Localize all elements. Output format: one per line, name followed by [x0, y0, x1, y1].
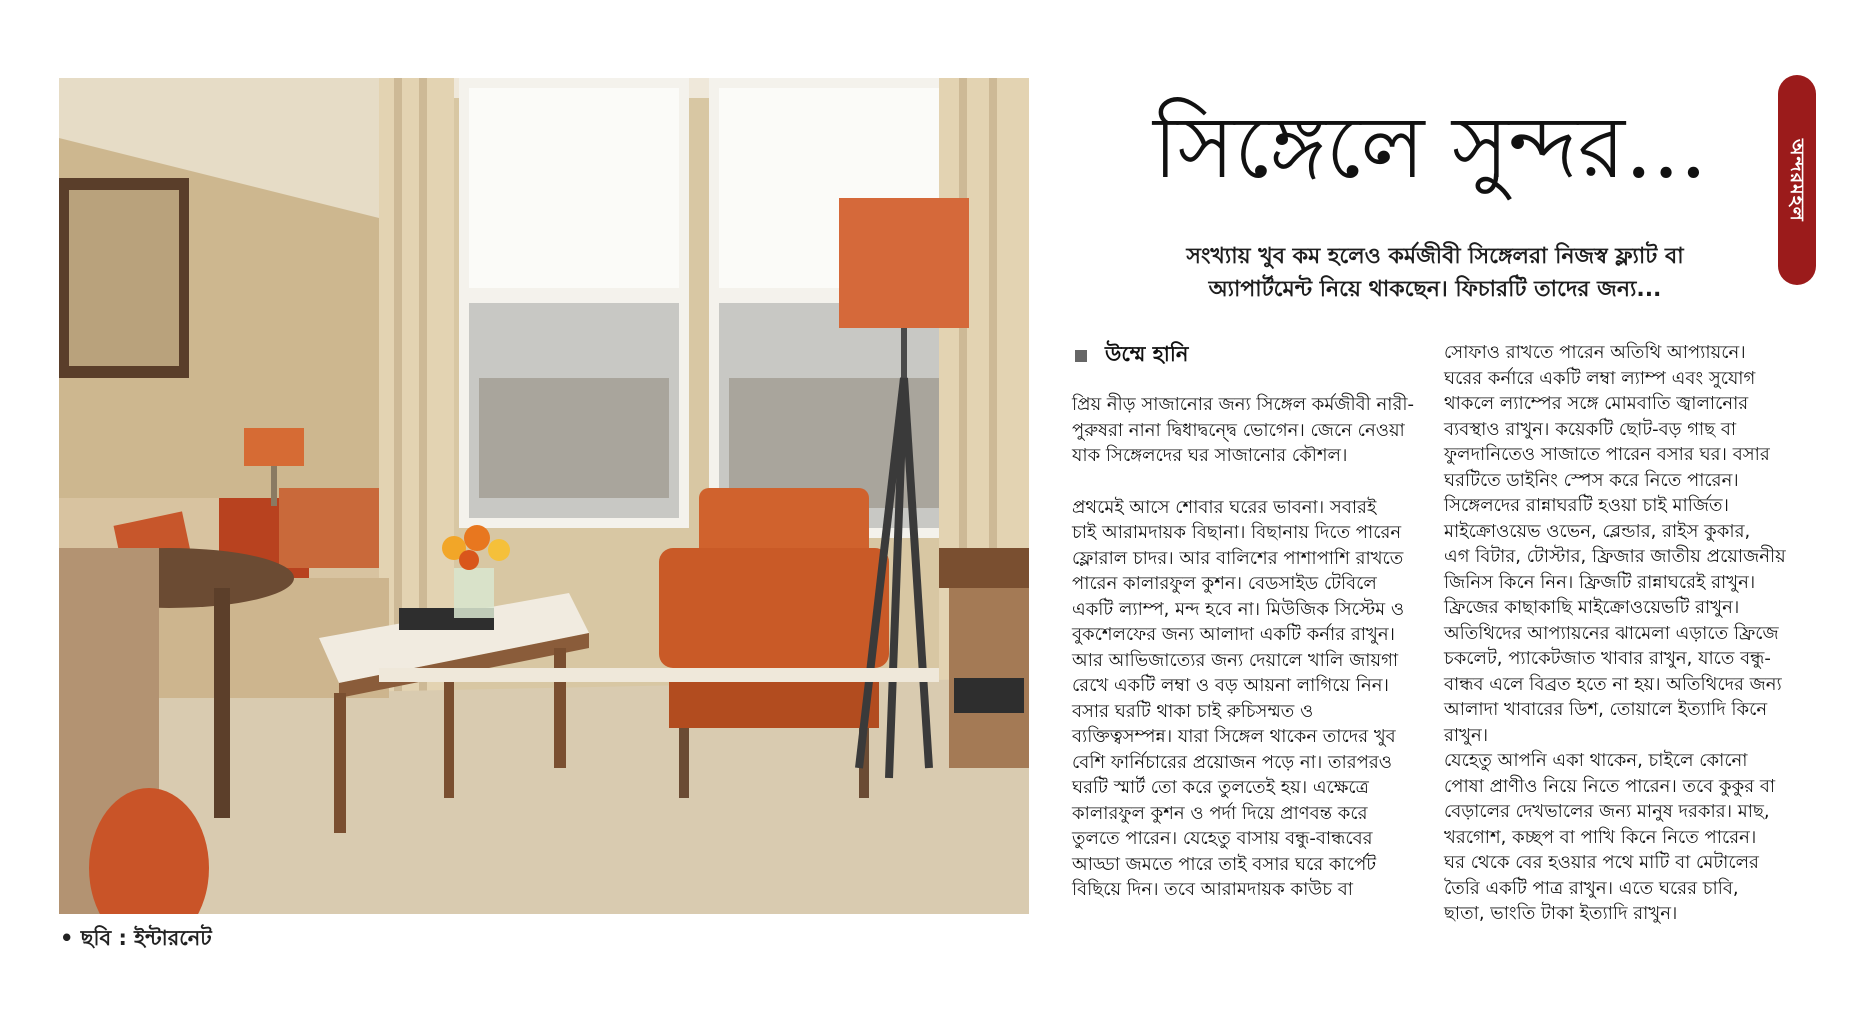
headline: সিঙ্গেলে সুন্দর...: [1152, 98, 1708, 198]
text-line: একটি ল্যাম্প, মন্দ হবে না। মিউজিক সিস্টেম ও: [1072, 598, 1405, 620]
byline-bullet-icon: [1075, 350, 1087, 362]
text-line: পোষা প্রাণীও নিয়ে নিতে পারেন। তবে কুকুর বা: [1444, 775, 1776, 797]
column-left: [1072, 392, 1415, 903]
deck-line: সংখ্যায় খুব কম হলেও কর্মজীবী সিঙ্গেলরা নিজস্ব ফ্ল্যাট বা: [1186, 244, 1684, 269]
text-line: কালারফুল কুশন ও পর্দা দিয়ে প্রাণবন্ত করে: [1072, 802, 1368, 824]
text-line: আর আভিজাত্যের জন্য দেয়ালে খালি জায়গা: [1072, 649, 1399, 671]
text-line: ফুলদানিতেও সাজাতে পারেন বসার ঘর। বসার: [1444, 444, 1770, 465]
text-line: আড্ডা জমতে পারে তাই বসার ঘরে কার্পেট: [1072, 853, 1377, 875]
text-line: ব্যবস্থাও রাখুন। কয়েকটি ছোট-বড় গাছ বা: [1444, 418, 1737, 440]
text-line: রাখুন।: [1444, 724, 1489, 746]
text-line: পুরুষরা নানা দ্বিধাদ্বন্দ্বে ভোগেন। জেনে নেওয়া: [1072, 419, 1405, 441]
text-line: বান্ধব এলে বিব্রত হতে না হয়। অতিথিদের জন্য: [1444, 673, 1782, 695]
text-line: তৈরি একটি পাত্র রাখুন। এতে ঘরের চাবি,: [1444, 877, 1739, 899]
text-line: বেশি ফার্নিচারের প্রয়োজন পড়ে না। তারপরও: [1072, 751, 1393, 773]
text-line: ঘরটি স্মার্ট তো করে তুলতেই হয়। এক্ষেত্রে: [1072, 777, 1369, 798]
text-line: বেড়ালের দেখভালের জন্য মানুষ দরকার। মাছ,: [1444, 801, 1770, 822]
text-line: তুলতে পারেন। যেহেতু বাসায় বন্ধু-বান্ধবের: [1072, 828, 1373, 849]
text-line: ঘর থেকে বের হওয়ার পথে মাটি বা মেটালের: [1444, 852, 1759, 873]
living-room-photo: [59, 78, 1029, 914]
text-line: রেখে একটি লম্বা ও বড় আয়না লাগিয়ে নিন।: [1072, 675, 1389, 696]
text-line: বিছিয়ে দিন। তবে আরামদায়ক কাউচ বা: [1072, 879, 1353, 900]
text-line: ঘরের কর্নারে একটি লম্বা ল্যাম্প এবং সুযোগ: [1444, 367, 1756, 389]
text-line: ঘরটিতে ডাইনিং স্পেস করে নিতে পারেন।: [1444, 469, 1739, 491]
text-line: জিনিস কিনে নিন। ফ্রিজটি রান্নাঘরেই রাখুন।: [1444, 571, 1756, 593]
text-line: মাইক্রোওয়েভ ওভেন, ব্লেন্ডার, রাইস কুকার,: [1444, 520, 1751, 542]
text-line: প্রথমেই আসে শোবার ঘরের ভাবনা। সবারই: [1072, 496, 1377, 518]
text-line: চাই আরামদায়ক বিছানা। বিছানায় দিতে পারেন: [1072, 522, 1402, 543]
living-room-illustration: [59, 78, 1029, 914]
text-line: সিঙ্গেলদের রান্নাঘরটি হওয়া চাই মার্জিত।: [1444, 495, 1729, 516]
text-line: যেহেতু আপনি একা থাকেন, চাইলে কোনো: [1444, 750, 1748, 771]
text-line: ছাতা, ভাংতি টাকা ইত্যাদি রাখুন।: [1444, 903, 1678, 924]
photo-caption: • ছবি : ইন্টারনেট: [60, 926, 212, 950]
byline: [1075, 338, 1188, 373]
text-line: আলাদা খাবারের ডিশ, তোয়ালে ইত্যাদি কিনে: [1444, 699, 1768, 720]
text-line: ফ্রিজের কাছাকাছি মাইক্রোওয়েভটি রাখুন।: [1444, 597, 1740, 618]
text-line: অতিথিদের আপ্যায়নের ঝামেলা এড়াতে ফ্রিজে: [1444, 622, 1779, 644]
text-line: পারেন কালারফুল কুশন। বেডসাইড টেবিলে: [1072, 573, 1377, 594]
deck: [1110, 240, 1760, 306]
section-tab-label: অন্দরমহল: [1786, 138, 1808, 222]
text-line: চকলেট, প্যাকেটজাত খাবার রাখুন, যাতে বন্ধু-: [1444, 648, 1771, 669]
text-line: খরগোশ, কচ্ছপ বা পাখি কিনে নিতে পারেন।: [1444, 826, 1757, 848]
text-line: থাকলে ল্যাম্পের সঙ্গে মোমবাতি জ্বালানোর: [1444, 393, 1749, 414]
column-right: [1444, 340, 1804, 927]
text-line: বসার ঘরটি থাকা চাই রুচিসম্মত ও: [1072, 700, 1314, 722]
text-line: যাক সিঙ্গেলদের ঘর সাজানোর কৌশল।: [1072, 445, 1348, 466]
deck-line: অ্যাপার্টমেন্ট নিয়ে থাকছেন। ফিচারটি তাদের জন্য...: [1208, 277, 1662, 302]
text-line: ব্যক্তিত্বসম্পন্ন। যারা সিঙ্গেল থাকেন তাদের খুব: [1072, 726, 1396, 747]
text-line: বুকশেলফের জন্য আলাদা একটি কর্নার রাখুন।: [1072, 624, 1395, 645]
text-line: প্রিয় নীড় সাজানোর জন্য সিঙ্গেল কর্মজীবী নারী-: [1072, 394, 1415, 415]
text-line: ফ্লোরাল চাদর। আর বালিশের পাশাপাশি রাখতে: [1072, 547, 1404, 569]
text-line: সোফাও রাখতে পারেন অতিথি আপ্যায়নে।: [1444, 342, 1746, 363]
section-tab: [1778, 75, 1816, 285]
text-line: এগ বিটার, টোস্টার, ফ্রিজার জাতীয় প্রয়োজনীয়: [1444, 546, 1786, 567]
byline-author: উম্মে হানি: [1105, 342, 1189, 366]
